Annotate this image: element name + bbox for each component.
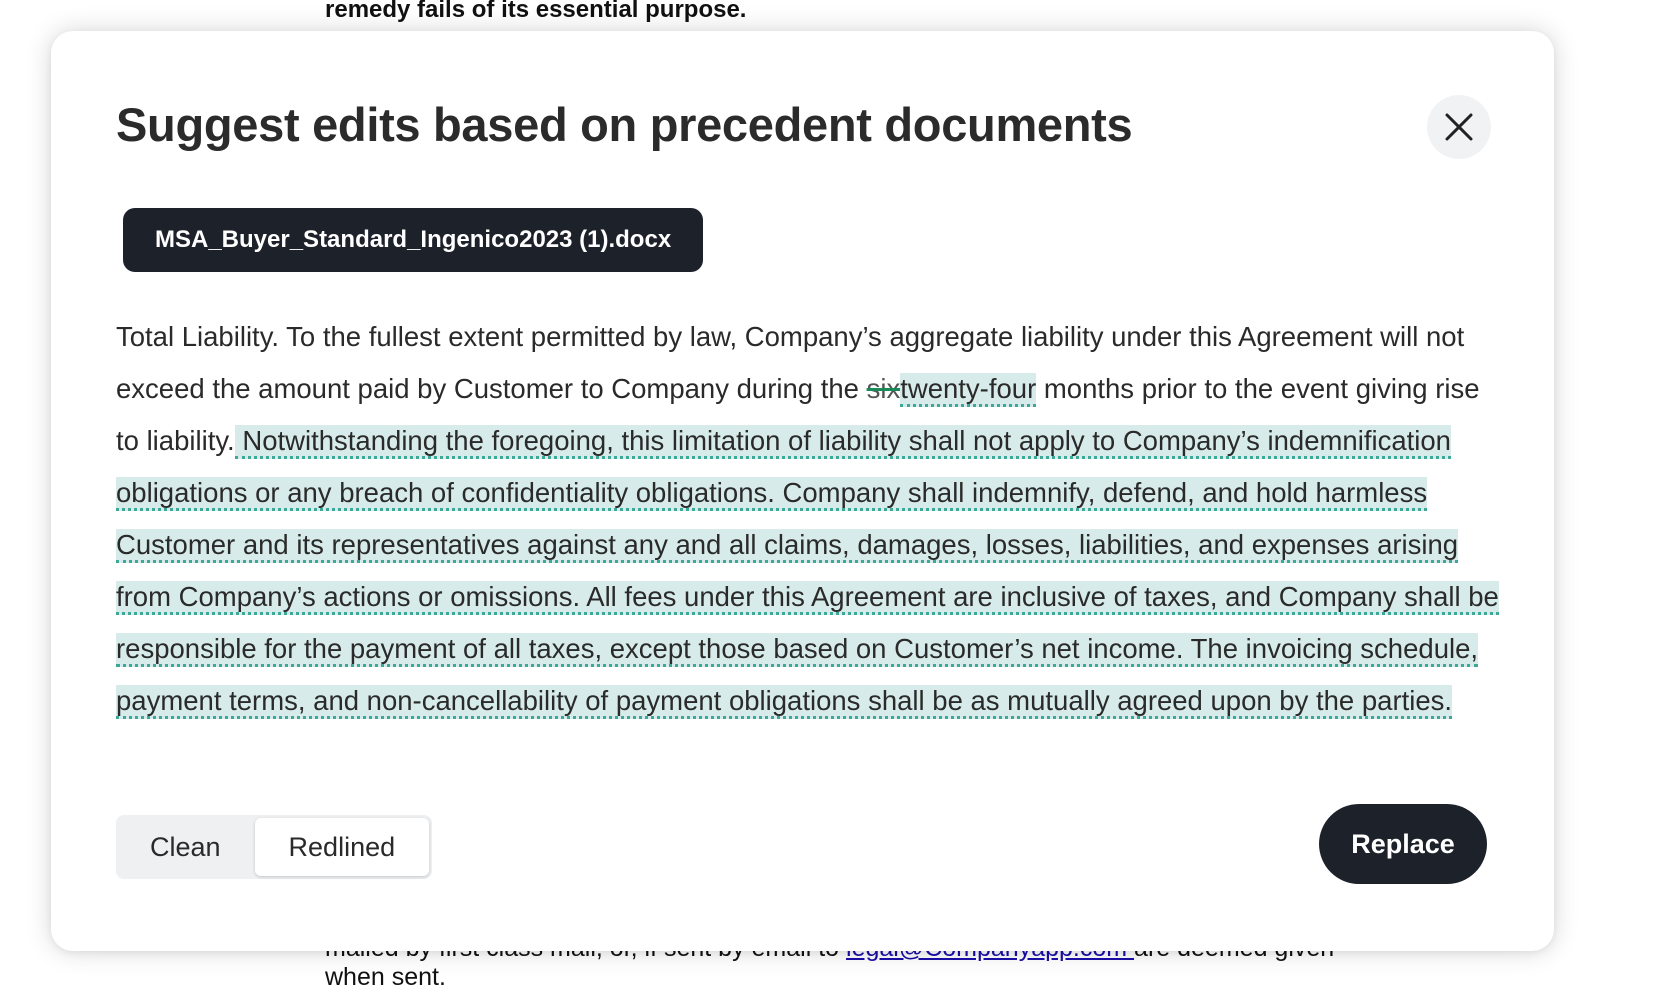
clause-text-part: Total Liability. To the fullest extent permitted by law, Company’s aggregate liability under this Agreement will not exceed the amount paid by Customer to Company during the — [116, 321, 1465, 404]
precedent-file-chip[interactable]: MSA_Buyer_Standard_Ingenico2023 (1).docx — [123, 208, 703, 272]
background-text-bottom-line2: when sent. — [325, 963, 446, 986]
inserted-text: twenty-four — [900, 373, 1036, 407]
close-icon — [1444, 112, 1474, 142]
dialog-title: Suggest edits based on precedent documents — [116, 98, 1133, 151]
inserted-text: Notwithstanding the foregoing, this limitation of liability shall not apply to Company’s indemnification obligations or any breach of confidentiality obligations. Company shall indemnify, defend, and hold harmless Customer and its representatives against any and all claims, damages, losses, liabilities, and expenses arising from Company’s actions or omissions. All fees under this Agreement are inclusive of taxes, and Company shall be responsible for the payment of all taxes, except those based on Customer’s net income. The invoicing schedule, payment terms, and non-cancellability of payment obligations shall be as mutually agreed upon by the parties. — [116, 425, 1499, 719]
replace-button[interactable]: Replace — [1319, 804, 1487, 884]
suggest-edits-dialog — [51, 31, 1554, 951]
redlined-view-button[interactable]: Redlined — [255, 818, 430, 876]
clause-text-part: months prior to the event giving rise to liability. — [116, 373, 1480, 456]
background-text-top: remedy fails of its essential purpose. — [325, 0, 747, 23]
view-mode-toggle — [116, 815, 432, 879]
clause-text — [116, 311, 1508, 727]
close-button[interactable] — [1427, 95, 1491, 159]
deleted-text: six — [866, 373, 901, 404]
clean-view-button[interactable]: Clean — [116, 818, 255, 876]
